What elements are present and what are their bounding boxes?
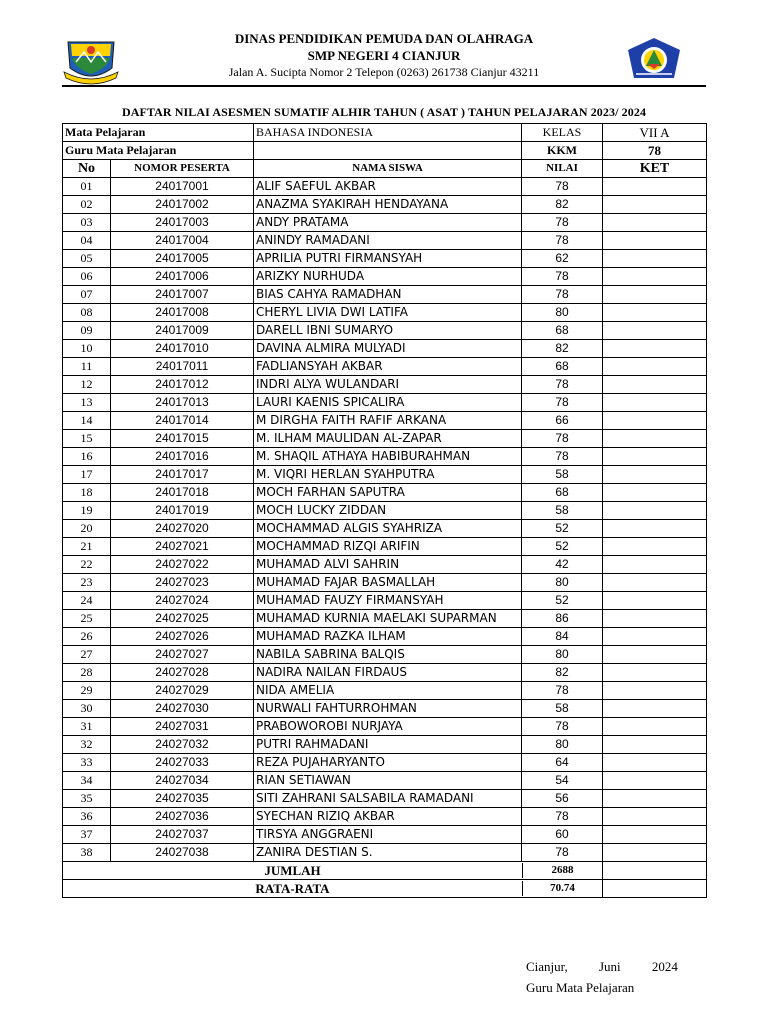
student-name: MUHAMAD FAJAR BASMALLAH xyxy=(254,574,522,592)
regency-crest-icon xyxy=(62,38,120,86)
score: 52 xyxy=(522,520,603,538)
table-row xyxy=(63,448,707,466)
table-row xyxy=(63,718,707,736)
student-name: MUHAMAD ALVI SAHRIN xyxy=(254,556,522,574)
student-name: ANAZMA SYAKIRAH HENDAYANA xyxy=(254,196,522,214)
table-row xyxy=(63,376,707,394)
participant-number: 24027026 xyxy=(111,628,254,646)
row-number: 35 xyxy=(63,790,111,808)
table-row xyxy=(63,628,707,646)
table-row xyxy=(63,286,707,304)
student-name: NABILA SABRINA BALQIS xyxy=(254,646,522,664)
row-number: 34 xyxy=(63,772,111,790)
student-name: APRILIA PUTRI FIRMANSYAH xyxy=(254,250,522,268)
row-number: 21 xyxy=(63,538,111,556)
average-label: RATA-RATA xyxy=(255,881,330,896)
table-row xyxy=(63,826,707,844)
row-number: 24 xyxy=(63,592,111,610)
student-name: ANDY PRATAMA xyxy=(254,214,522,232)
row-number: 05 xyxy=(63,250,111,268)
table-row xyxy=(63,808,707,826)
table-row xyxy=(63,646,707,664)
student-name: MOCH LUCKY ZIDDAN xyxy=(254,502,522,520)
student-name: PRABOWOROBI NURJAYA xyxy=(254,718,522,736)
score: 84 xyxy=(522,628,603,646)
row-number: 16 xyxy=(63,448,111,466)
score: 58 xyxy=(522,502,603,520)
row-number: 09 xyxy=(63,322,111,340)
table-row xyxy=(63,304,707,322)
remark xyxy=(603,340,707,358)
table-row xyxy=(63,664,707,682)
table-row xyxy=(63,196,707,214)
student-name: ALIF SAEFUL AKBAR xyxy=(254,178,522,196)
letterhead-divider xyxy=(62,85,706,87)
remark xyxy=(603,646,707,664)
score: 78 xyxy=(522,214,603,232)
student-name: MUHAMAD FAUZY FIRMANSYAH xyxy=(254,592,522,610)
participant-number: 24027035 xyxy=(111,790,254,808)
average-value: 70.74 xyxy=(522,881,602,896)
row-number: 29 xyxy=(63,682,111,700)
remark xyxy=(603,538,707,556)
score: 80 xyxy=(522,646,603,664)
remark xyxy=(603,232,707,250)
table-row xyxy=(63,394,707,412)
table-row xyxy=(63,592,707,610)
score: 82 xyxy=(522,340,603,358)
total-label: JUMLAH xyxy=(264,863,321,878)
table-row xyxy=(63,502,707,520)
remark xyxy=(603,700,707,718)
score: 78 xyxy=(522,844,603,862)
student-name: M. VIQRI HERLAN SYAHPUTRA xyxy=(254,466,522,484)
table-row xyxy=(63,358,707,376)
score: 60 xyxy=(522,826,603,844)
grades-table xyxy=(62,123,707,898)
header-nomor-peserta: NOMOR PESERTA xyxy=(111,160,254,178)
remark xyxy=(603,826,707,844)
participant-number: 24017010 xyxy=(111,340,254,358)
row-number: 28 xyxy=(63,664,111,682)
table-row xyxy=(63,538,707,556)
student-name: REZA PUJAHARYANTO xyxy=(254,754,522,772)
participant-number: 24017009 xyxy=(111,322,254,340)
table-row xyxy=(63,322,707,340)
subject-label: Mata Pelajaran xyxy=(63,124,254,142)
teacher-row xyxy=(63,142,707,160)
score: 78 xyxy=(522,394,603,412)
row-number: 17 xyxy=(63,466,111,484)
student-name: TIRSYA ANGGRAENI xyxy=(254,826,522,844)
table-row xyxy=(63,844,707,862)
remark xyxy=(603,430,707,448)
participant-number: 24017001 xyxy=(111,178,254,196)
row-number: 33 xyxy=(63,754,111,772)
row-number: 19 xyxy=(63,502,111,520)
participant-number: 24027037 xyxy=(111,826,254,844)
row-number: 04 xyxy=(63,232,111,250)
student-name: MOCH FARHAN SAPUTRA xyxy=(254,484,522,502)
participant-number: 24027034 xyxy=(111,772,254,790)
score: 68 xyxy=(522,322,603,340)
score: 78 xyxy=(522,178,603,196)
subject-value: BAHASA INDONESIA xyxy=(254,124,522,142)
score: 68 xyxy=(522,484,603,502)
row-number: 32 xyxy=(63,736,111,754)
student-name: NADIRA NAILAN FIRDAUS xyxy=(254,664,522,682)
remark xyxy=(603,772,707,790)
remark xyxy=(603,754,707,772)
total-row xyxy=(63,862,707,880)
row-number: 36 xyxy=(63,808,111,826)
remark xyxy=(603,322,707,340)
table-row xyxy=(63,754,707,772)
table-row xyxy=(63,772,707,790)
student-name: CHERYL LIVIA DWI LATIFA xyxy=(254,304,522,322)
row-number: 15 xyxy=(63,430,111,448)
row-number: 30 xyxy=(63,700,111,718)
participant-number: 24017019 xyxy=(111,502,254,520)
score: 78 xyxy=(522,286,603,304)
row-number: 27 xyxy=(63,646,111,664)
kkm-value: 78 xyxy=(603,142,707,160)
participant-number: 24017004 xyxy=(111,232,254,250)
participant-number: 24027023 xyxy=(111,574,254,592)
average-label-cell xyxy=(63,880,603,898)
row-number: 14 xyxy=(63,412,111,430)
remark xyxy=(603,484,707,502)
table-row xyxy=(63,700,707,718)
student-name: ZANIRA DESTIAN S. xyxy=(254,844,522,862)
table-row xyxy=(63,232,707,250)
student-name: DAVINA ALMIRA MULYADI xyxy=(254,340,522,358)
participant-number: 24027025 xyxy=(111,610,254,628)
remark xyxy=(603,196,707,214)
score: 78 xyxy=(522,718,603,736)
row-number: 06 xyxy=(63,268,111,286)
participant-number: 24027020 xyxy=(111,520,254,538)
participant-number: 24027022 xyxy=(111,556,254,574)
student-name: M. SHAQIL ATHAYA HABIBURAHMAN xyxy=(254,448,522,466)
participant-number: 24017002 xyxy=(111,196,254,214)
remark xyxy=(603,178,707,196)
student-name: RIAN SETIAWAN xyxy=(254,772,522,790)
score: 78 xyxy=(522,232,603,250)
row-number: 01 xyxy=(63,178,111,196)
student-name: NIDA AMELIA xyxy=(254,682,522,700)
row-number: 26 xyxy=(63,628,111,646)
participant-number: 24017012 xyxy=(111,376,254,394)
participant-number: 24017005 xyxy=(111,250,254,268)
remark xyxy=(603,394,707,412)
table-row xyxy=(63,736,707,754)
remark xyxy=(603,214,707,232)
table-row xyxy=(63,682,707,700)
row-number: 18 xyxy=(63,484,111,502)
average-ket xyxy=(603,880,707,898)
student-name: ARIZKY NURHUDA xyxy=(254,268,522,286)
student-name: LAURI KAENIS SPICALIRA xyxy=(254,394,522,412)
score: 52 xyxy=(522,592,603,610)
remark xyxy=(603,664,707,682)
score: 52 xyxy=(522,538,603,556)
participant-number: 24027021 xyxy=(111,538,254,556)
student-name: SYECHAN RIZIQ AKBAR xyxy=(254,808,522,826)
agency-name: DINAS PENDIDIKAN PEMUDA DAN OLAHRAGA xyxy=(234,31,534,46)
score: 80 xyxy=(522,574,603,592)
row-number: 08 xyxy=(63,304,111,322)
school-name: SMP NEGERI 4 CIANJUR xyxy=(307,48,461,63)
remark xyxy=(603,610,707,628)
remark xyxy=(603,808,707,826)
header-nilai: NILAI xyxy=(522,160,603,178)
score: 78 xyxy=(522,682,603,700)
remark xyxy=(603,448,707,466)
total-value: 2688 xyxy=(522,863,602,878)
score: 80 xyxy=(522,736,603,754)
table-row xyxy=(63,556,707,574)
row-number: 10 xyxy=(63,340,111,358)
row-number: 25 xyxy=(63,610,111,628)
header-nama-siswa: NAMA SISWA xyxy=(254,160,522,178)
student-name: SITI ZAHRANI SALSABILA RAMADANI xyxy=(254,790,522,808)
remark xyxy=(603,574,707,592)
participant-number: 24027033 xyxy=(111,754,254,772)
participant-number: 24027028 xyxy=(111,664,254,682)
letterhead xyxy=(0,0,768,90)
remark xyxy=(603,718,707,736)
student-name: DARELL IBNI SUMARYO xyxy=(254,322,522,340)
score: 78 xyxy=(522,448,603,466)
total-label-cell xyxy=(63,862,603,880)
score: 68 xyxy=(522,358,603,376)
class-value: VII A xyxy=(603,124,707,142)
row-number: 12 xyxy=(63,376,111,394)
participant-number: 24017014 xyxy=(111,412,254,430)
smp-negeri-emblem-icon xyxy=(624,36,684,84)
participant-number: 24027038 xyxy=(111,844,254,862)
remark xyxy=(603,520,707,538)
participant-number: 24017016 xyxy=(111,448,254,466)
row-number: 31 xyxy=(63,718,111,736)
score: 58 xyxy=(522,700,603,718)
remark xyxy=(603,304,707,322)
participant-number: 24027027 xyxy=(111,646,254,664)
score: 80 xyxy=(522,304,603,322)
student-name: MOCHAMMAD ALGIS SYAHRIZA xyxy=(254,520,522,538)
score: 42 xyxy=(522,556,603,574)
table-row xyxy=(63,610,707,628)
participant-number: 24017006 xyxy=(111,268,254,286)
participant-number: 24017011 xyxy=(111,358,254,376)
participant-number: 24017013 xyxy=(111,394,254,412)
participant-number: 24017007 xyxy=(111,286,254,304)
student-name: NURWALI FAHTURROHMAN xyxy=(254,700,522,718)
row-number: 37 xyxy=(63,826,111,844)
score: 66 xyxy=(522,412,603,430)
class-label: KELAS xyxy=(522,124,603,142)
signature-place-date: Cianjur, Juni 2024 xyxy=(526,959,678,974)
table-row xyxy=(63,250,707,268)
remark xyxy=(603,466,707,484)
participant-number: 24027029 xyxy=(111,682,254,700)
participant-number: 24027024 xyxy=(111,592,254,610)
participant-number: 24027036 xyxy=(111,808,254,826)
column-header-row xyxy=(63,160,707,178)
remark xyxy=(603,844,707,862)
teacher-value xyxy=(254,142,522,160)
table-row xyxy=(63,790,707,808)
remark xyxy=(603,502,707,520)
remark xyxy=(603,628,707,646)
score: 58 xyxy=(522,466,603,484)
student-name: FADLIANSYAH AKBAR xyxy=(254,358,522,376)
student-name: INDRI ALYA WULANDARI xyxy=(254,376,522,394)
participant-number: 24017018 xyxy=(111,484,254,502)
teacher-label: Guru Mata Pelajaran xyxy=(63,142,254,160)
student-name: PUTRI RAHMADANI xyxy=(254,736,522,754)
score: 64 xyxy=(522,754,603,772)
remark xyxy=(603,268,707,286)
score: 78 xyxy=(522,376,603,394)
score: 78 xyxy=(522,268,603,286)
row-number: 22 xyxy=(63,556,111,574)
remark xyxy=(603,358,707,376)
total-ket xyxy=(603,862,707,880)
table-row xyxy=(63,430,707,448)
table-row xyxy=(63,340,707,358)
row-number: 07 xyxy=(63,286,111,304)
remark xyxy=(603,682,707,700)
row-number: 13 xyxy=(63,394,111,412)
row-number: 03 xyxy=(63,214,111,232)
kkm-label: KKM xyxy=(522,142,603,160)
row-number: 20 xyxy=(63,520,111,538)
remark xyxy=(603,736,707,754)
remark xyxy=(603,790,707,808)
student-name: M DIRGHA FAITH RAFIF ARKANA xyxy=(254,412,522,430)
remark xyxy=(603,286,707,304)
table-row xyxy=(63,466,707,484)
table-row xyxy=(63,268,707,286)
participant-number: 24027030 xyxy=(111,700,254,718)
remark xyxy=(603,376,707,394)
table-row xyxy=(63,520,707,538)
participant-number: 24027032 xyxy=(111,736,254,754)
header-ket: KET xyxy=(603,160,707,178)
remark xyxy=(603,556,707,574)
student-name: ANINDY RAMADANI xyxy=(254,232,522,250)
score: 82 xyxy=(522,664,603,682)
signature-role: Guru Mata Pelajaran xyxy=(526,980,635,995)
school-address: Jalan A. Sucipta Nomor 2 Telepon (0263) 261738 Cianjur 43211 xyxy=(228,65,540,79)
score: 56 xyxy=(522,790,603,808)
participant-number: 24017015 xyxy=(111,430,254,448)
student-name: BIAS CAHYA RAMADHAN xyxy=(254,286,522,304)
header-no: No xyxy=(63,160,111,178)
table-row xyxy=(63,484,707,502)
student-name: MOCHAMMAD RIZQI ARIFIN xyxy=(254,538,522,556)
score: 82 xyxy=(522,196,603,214)
score: 78 xyxy=(522,808,603,826)
table-row xyxy=(63,412,707,430)
participant-number: 24027031 xyxy=(111,718,254,736)
score: 86 xyxy=(522,610,603,628)
participant-number: 24017003 xyxy=(111,214,254,232)
score: 62 xyxy=(522,250,603,268)
student-name: M. ILHAM MAULIDAN AL-ZAPAR xyxy=(254,430,522,448)
table-row xyxy=(63,574,707,592)
student-name: MUHAMAD RAZKA ILHAM xyxy=(254,628,522,646)
score: 54 xyxy=(522,772,603,790)
participant-number: 24017017 xyxy=(111,466,254,484)
row-number: 23 xyxy=(63,574,111,592)
score: 78 xyxy=(522,430,603,448)
student-name: MUHAMAD KURNIA MAELAKI SUPARMAN xyxy=(254,610,522,628)
table-row xyxy=(63,214,707,232)
row-number: 38 xyxy=(63,844,111,862)
subject-row xyxy=(63,124,707,142)
table-row xyxy=(63,178,707,196)
participant-number: 24017008 xyxy=(111,304,254,322)
row-number: 11 xyxy=(63,358,111,376)
remark xyxy=(603,412,707,430)
document-title: DAFTAR NILAI ASESMEN SUMATIF ALHIR TAHUN ( ASAT ) TAHUN PELAJARAN 2023/ 2024 xyxy=(121,105,647,119)
remark xyxy=(603,592,707,610)
average-row xyxy=(63,880,707,898)
remark xyxy=(603,250,707,268)
signature-block xyxy=(526,956,678,998)
row-number: 02 xyxy=(63,196,111,214)
